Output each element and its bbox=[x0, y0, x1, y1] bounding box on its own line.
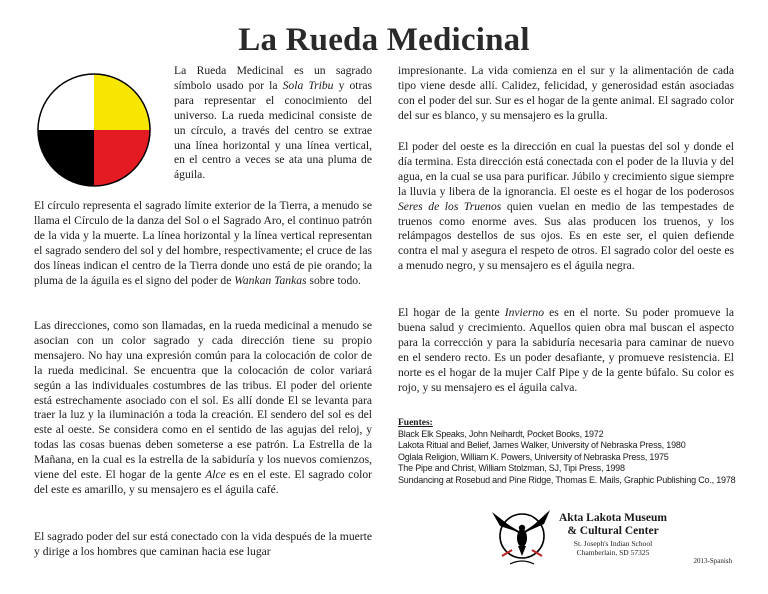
north-paragraph: El hogar de la gente Invierno es en el norte. Su poder promueve la buena salud y crecimiento. Aquellos quien obra mal buscan el aspecto para la corrección y para la sabiduría necesaria para caminar de nuevo en el sendero recto. Es un poder desafiante, y promueve resistencia. El norte es el hogar de la mujer Calf Pipe y de la gente búfalo. Su color es rojo, y su mensajero es el águila calva. bbox=[398, 306, 735, 394]
museum-name-line2: & Cultural Center bbox=[567, 525, 659, 537]
medicine-wheel-illustration bbox=[36, 72, 152, 188]
sources-section bbox=[398, 418, 734, 486]
wheel-quadrant-south-west bbox=[38, 130, 94, 186]
sources-heading: Fuentes: bbox=[398, 418, 433, 428]
page-title: La Rueda Medicinal bbox=[238, 22, 530, 58]
museum-address-line1: St. Joseph's Indian School bbox=[573, 539, 653, 548]
museum-block bbox=[558, 512, 668, 557]
directions-paragraph: Las direcciones, como son llamadas, en la rueda medicinal a menudo se asocian con un color sagrado y cada dirección tiene su propio mensajero. No hay una expresión común para la colocación de color de la rueda medicinal. Se encuentra que la colocación de color variará según a las individuales costumbres de las tribus. El poder del oriente está estrechamente asociado con el sol. Es allí donde El se levanta para traer la luz y la iluminación a toda la creación. El sendero del sol es del este al oeste. Se considera como en el sentido de las agujas del reloj, y todas las cosas buenas deben someterse a ese patrón. La Estrella de la Mañana, en la cual es la estrella de la sabiduría y los nuevos comienzos, viene del este. El hogar de la gente Alce es en el este. El sagrado color del este es amarillo, y su mensajero es el águila café. bbox=[34, 319, 373, 496]
west-paragraph: El poder del oeste es la dirección en cual la puestas del sol y donde el día termina. Esta dirección está conectada con el poder de la lluvia y del agua, en la cual se usa para purificar. Júbilo y crecimiento sigue siempre la lluvia y libera de la ignorancia. El oeste es el hogar de los poderosos Seres de los Truenos quien vuelan en medio de las tempestades de truenos como enorme aves. Sus alas producen los truenos, y los relámpagos destellos de sus ojos. Es en este ser, el quien defiende contra el mal y asegura el respeto de otros. El sagrado color del oeste es a menudo negro, y su mensajero es el águila negra. bbox=[398, 140, 735, 273]
intro-paragraph: La Rueda Medicinal es un sagrado símbolo usado por la Sola Tribu y otras para representar el conocimiento del universo. La rueda medicinal consiste de un círculo, a través del centro se extrae una línea horizontal y una línea vertical, en el centro a veces se ata una pluma de águila. bbox=[174, 64, 372, 182]
museum-name-line1: Akta Lakota Museum bbox=[559, 512, 667, 524]
museum-address-line2: Chamberlain, SD 57325 bbox=[576, 548, 650, 557]
south-paragraph-start: El sagrado poder del sur está conectado con la vida después de la muerte y dirige a los hombres que caminan hacia ese lugar bbox=[34, 530, 372, 558]
source-item: Sundancing at Rosebud and Pine Ridge, Thomas E. Mails, Graphic Publishing Co., 1978 bbox=[398, 474, 736, 485]
wheel-quadrant-north-east bbox=[94, 74, 150, 130]
source-item: The Pipe and Christ, William Stolzman, SJ, Tipi Press, 1998 bbox=[398, 463, 625, 474]
footer-note: 2013-Spanish bbox=[693, 557, 732, 565]
south-paragraph-continued: impresionante. La vida comienza en el sur y la alimentación de cada tipo viene desde allí. Calidez, felicidad, y generosidad están asociadas con el poder del sur. Sur es el hogar de la gente animal. El sagrado color del sur es blanco, y su mensajero es la grulla. bbox=[398, 64, 734, 122]
museum-eagle-logo-icon bbox=[488, 506, 552, 568]
wheel-quadrant-north-west bbox=[38, 74, 94, 130]
source-item: Lakota Ritual and Belief, James Walker, University of Nebraska Press, 1980 bbox=[398, 440, 686, 451]
wheel-quadrant-south-east bbox=[94, 130, 150, 186]
source-item: Black Elk Speaks, John Neihardt, Pocket Books, 1972 bbox=[398, 429, 604, 439]
circle-paragraph: El círculo representa el sagrado límite exterior de la Tierra, a menudo se llama el Círculo de la danza del Sol o el Sagrado Aro, el continuo patrón de la vida y la muerte. La línea horizontal y la línea vertical representan el sagrado sendero del sol y del hombre, respectivamente; el cruce de las dos líneas indican el centro de la Tierra donde uno está de pie orando; la pluma de la águila es el signo del poder de Wankan Tankas sobre todo. bbox=[34, 199, 372, 287]
source-item: Oglala Religion, William K. Powers, University of Nebraska Press, 1975 bbox=[398, 451, 669, 462]
